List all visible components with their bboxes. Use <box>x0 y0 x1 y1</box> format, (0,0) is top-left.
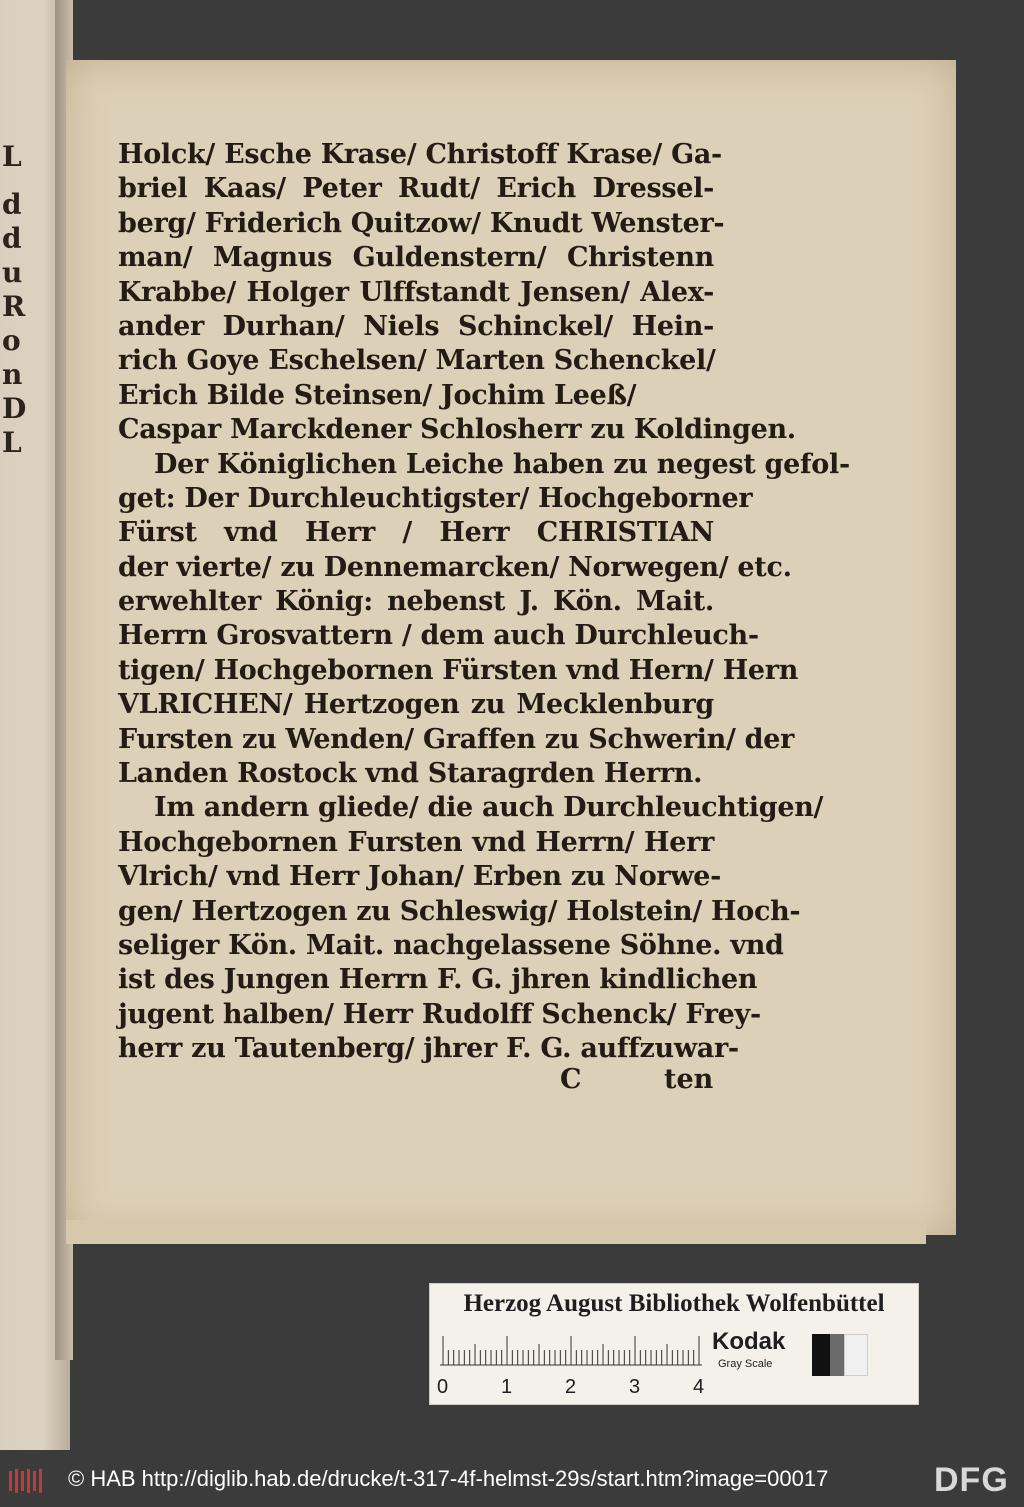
text-line: gen/ Hertzogen zu Schleswig/ Holstein/ Hoch- <box>118 895 801 927</box>
kodak-gray-scale-caption: Gray Scale <box>718 1358 773 1370</box>
text-line: Herrn Grosvattern / dem auch Durchleuch- <box>118 620 759 652</box>
adjacent-page-fragment: L <box>2 426 22 459</box>
text-line: jugent halben/ Herr Rudolff Schenck/ Frey- <box>118 998 761 1030</box>
adjacent-page-fragment: u <box>2 256 23 289</box>
text-line: Fürst vnd Herr / Herr CHRISTIAN <box>118 517 714 549</box>
text-line: ander Durhan/ Niels Schinckel/ Hein- <box>118 310 714 342</box>
ruler-number: 1 <box>501 1376 513 1398</box>
adjacent-page-fragment: d <box>2 222 22 255</box>
signature-mark: C <box>560 1064 582 1095</box>
library-name: Herzog August Bibliothek Wolfenbüttel <box>463 1290 885 1317</box>
ruler-number: 0 <box>437 1376 449 1398</box>
dfg-logo: DFG <box>934 1461 1009 1499</box>
text-line: Fursten zu Wenden/ Graffen zu Schwerin/ der <box>118 723 794 755</box>
text-line: Krabbe/ Holger Ulffstandt Jensen/ Alex- <box>118 276 714 308</box>
text-line: Vlrich/ vnd Herr Johan/ Erben zu Norwe- <box>118 861 722 893</box>
source-permalink[interactable]: © HAB http://diglib.hab.de/drucke/t-317-4f-helmst-29s/start.htm?image=00017 <box>68 1466 829 1491</box>
adjacent-page-fragment: D <box>2 392 27 425</box>
adjacent-page-fragment: L <box>2 140 22 173</box>
text-line: berg/ Friderich Quitzow/ Knudt Wenster- <box>118 207 725 239</box>
viewer-footer <box>0 1455 1024 1507</box>
text-line: Im andern gliede/ die auch Durchleuchtigen/ <box>154 792 824 824</box>
text-line: tigen/ Hochgebornen Fürsten vnd Hern/ Hern <box>118 654 799 686</box>
adjacent-page-fragment: R <box>2 290 26 323</box>
gray-scale-swatch <box>812 1334 868 1376</box>
text-line: ist des Jungen Herrn F. G. jhren kindlichen <box>118 964 758 996</box>
text-line: erwehlter König: nebenst J. Kön. Mait. <box>118 586 714 618</box>
text-line: der vierte/ zu Dennemarcken/ Norwegen/ etc. <box>118 551 792 583</box>
ruler-number: 2 <box>565 1376 577 1398</box>
text-line: rich Goye Eschelsen/ Marten Schenckel/ <box>118 345 716 377</box>
text-line: get: Der Durchleuchtigster/ Hochgeborner <box>118 482 753 514</box>
kodak-brand: Kodak <box>712 1328 786 1355</box>
text-line: man/ Magnus Guldenstern/ Christenn <box>118 242 714 274</box>
adjacent-page-fragment: d <box>2 188 22 221</box>
page-text <box>118 138 850 1067</box>
adjacent-page-fragment: n <box>2 358 23 391</box>
library-color-scale-label <box>429 1283 919 1405</box>
text-line: VLRICHEN/ Hertzogen zu Mecklenburg <box>118 689 714 721</box>
text-line: Erich Bilde Steinsen/ Jochim Leeß/ <box>118 379 637 411</box>
ruler-number: 3 <box>629 1376 641 1398</box>
adjacent-page-fragment: o <box>2 324 21 357</box>
ruler-number: 4 <box>693 1376 705 1398</box>
text-line: Caspar Marckdener Schlosherr zu Koldingen. <box>118 414 796 446</box>
text-line: herr zu Tautenberg/ jhrer F. G. auffzuwar- <box>118 1033 739 1065</box>
page-lower-edge <box>66 1220 926 1244</box>
page-footer-marks <box>560 1064 720 1104</box>
text-line: Der Königlichen Leiche haben zu negest gefol- <box>154 448 850 480</box>
text-line: Hochgebornen Fursten vnd Herrn/ Herr <box>118 826 714 858</box>
text-line: seliger Kön. Mait. nachgelassene Söhne. vnd <box>118 929 784 961</box>
catchword: ten <box>664 1064 714 1095</box>
text-line: Holck/ Esche Krase/ Christoff Krase/ Ga- <box>118 139 722 170</box>
text-line: briel Kaas/ Peter Rudt/ Erich Dressel- <box>118 173 714 205</box>
library-barcode-icon <box>8 1468 44 1494</box>
text-line: Landen Rostock vnd Staragrden Herrn. <box>118 758 703 790</box>
ruler-scale <box>440 1332 702 1366</box>
